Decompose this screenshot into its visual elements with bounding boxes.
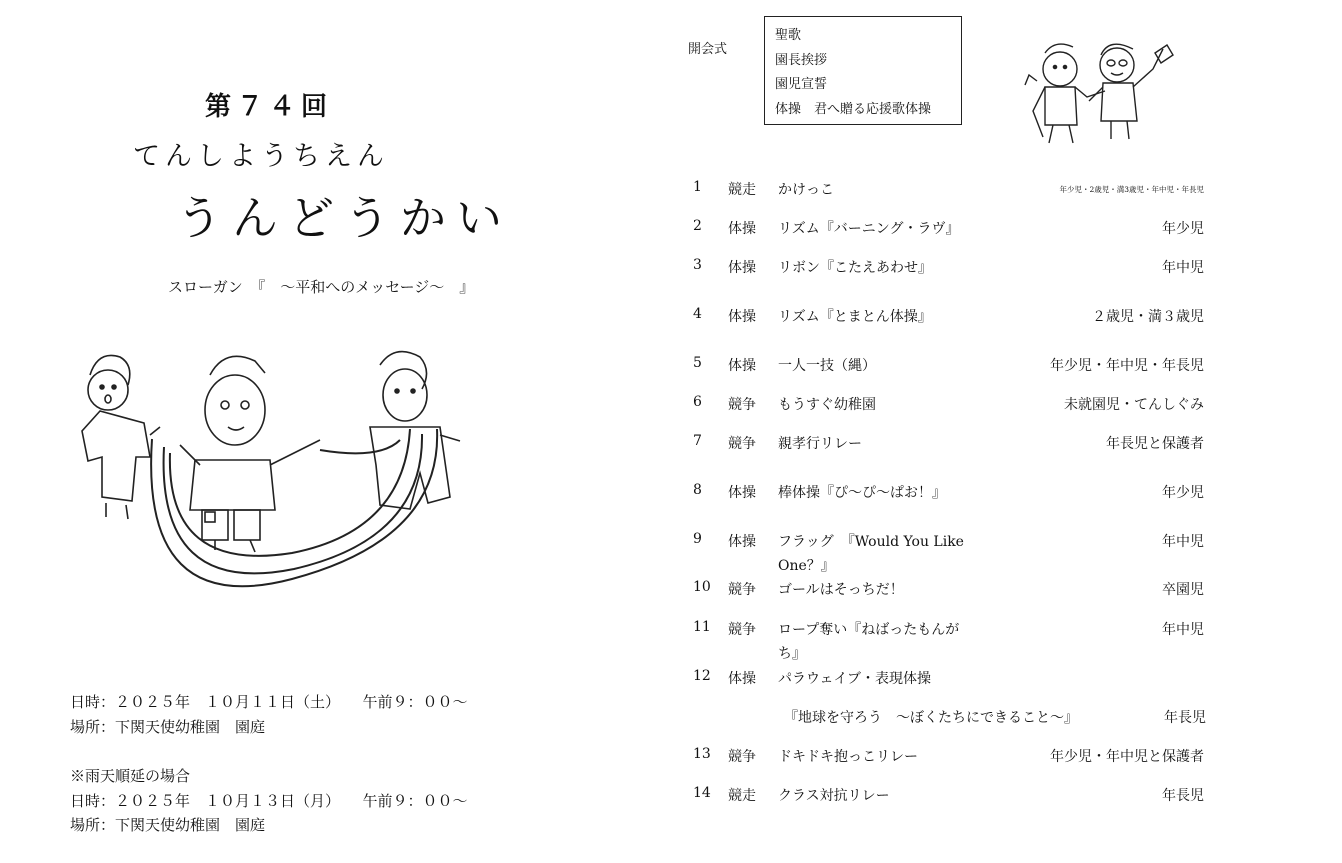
opening-ceremony-box: [764, 16, 962, 125]
program-participants: 年少児: [1162, 485, 1204, 501]
program-title: クラス対抗リレー: [778, 788, 890, 804]
program-participants: 年少児・年中児と保護者: [1050, 749, 1204, 765]
ceremony-item: 聖歌: [775, 28, 802, 43]
program-title-continued: One？』: [778, 558, 835, 574]
program-participants: ２歳児・満３歳児: [1092, 309, 1204, 325]
program-title: リズム『とまとん体操』: [778, 309, 932, 325]
program-type: 競争: [728, 622, 756, 638]
program-number: 8: [693, 482, 702, 498]
program-title: ゴールはそっちだ！: [778, 582, 904, 598]
program-participants: 年中児: [1162, 534, 1204, 550]
program-type: 競走: [728, 182, 756, 198]
program-title-continued: 『地球を守ろう ～ぼくたちにできること～』: [784, 710, 1078, 726]
kindergarten-name: てんしようちえん: [133, 141, 389, 172]
program-type: 体操: [728, 260, 756, 276]
program-title: ロープ奪い『ねばったもんが: [778, 622, 960, 638]
program-title: リズム『バーニング・ラヴ』: [778, 221, 960, 237]
program-type: 体操: [728, 534, 756, 550]
children-cheering-drawing: [1005, 25, 1197, 150]
program-type: 競走: [728, 788, 756, 804]
rain-date: 日時：２０２５年 １０月１３日（月） 午前９：００～: [70, 792, 468, 810]
program-title: 一人一技（縄）: [778, 358, 876, 374]
slogan: スローガン 『 ～平和へのメッセージ～ 』: [168, 278, 475, 296]
program-participants: 未就園児・てんしぐみ: [1064, 397, 1204, 413]
child-center-figure: [180, 356, 320, 552]
program-number: 9: [693, 531, 702, 547]
program-title-continued: ち』: [778, 646, 806, 662]
event-title: うんどうかい: [176, 191, 512, 245]
event-place: 場所：下関天使幼稚園 園庭: [70, 718, 266, 736]
program-participants: 年少児: [1162, 221, 1204, 237]
opening-ceremony-label: 開会式: [688, 42, 728, 57]
program-number: 2: [693, 218, 702, 234]
program-title: フラッグ 『Would You Like: [778, 534, 964, 550]
program-title: リボン『こたえあわせ』: [778, 260, 932, 276]
program-title: 親孝行リレー: [778, 436, 862, 452]
program-participants: 年中児: [1162, 622, 1204, 638]
child-left-figure: [82, 355, 160, 519]
ceremony-item: 体操 君へ贈る応援歌体操: [775, 101, 932, 117]
program-participants: 年長児: [1162, 788, 1204, 804]
program-title: かけっこ: [778, 182, 834, 198]
program-number: 1: [693, 179, 702, 195]
ceremony-item: 園長挨拶: [775, 52, 828, 68]
edition-title: 第７４回: [205, 92, 334, 122]
program-type: 競争: [728, 749, 756, 765]
program-type: 体操: [728, 671, 756, 687]
program-number: 3: [693, 257, 702, 273]
program-number: 7: [693, 433, 702, 449]
program-number: 11: [693, 619, 711, 635]
program-participants: 年長児: [1164, 710, 1206, 726]
program-participants: 年少児・2歳児・満3歳児・年中児・年長児: [1059, 185, 1204, 194]
rain-place: 場所：下関天使幼稚園 園庭: [70, 816, 266, 834]
program-number: 4: [693, 306, 702, 322]
program-number: 14: [693, 785, 711, 801]
program-type: 体操: [728, 358, 756, 374]
ceremony-item: 園児宣誓: [775, 77, 828, 92]
program-number: 10: [693, 579, 711, 595]
program-type: 競争: [728, 397, 756, 413]
program-title: もうすぐ幼稚園: [778, 397, 876, 413]
program-title: 棒体操『ぴ～ぴ～ぱお！』: [778, 485, 946, 501]
program-type: 体操: [728, 485, 756, 501]
program-participants: 年長児と保護者: [1106, 436, 1204, 452]
program-participants: 年少児・年中児・年長児: [1050, 358, 1204, 374]
children-jump-rope-drawing: [70, 335, 480, 607]
program-number: 13: [693, 746, 711, 762]
program-participants: 年中児: [1162, 260, 1204, 276]
program-number: 12: [693, 668, 711, 684]
program-type: 競争: [728, 436, 756, 452]
program-type: 競争: [728, 582, 756, 598]
child-right-figure: [370, 352, 460, 509]
program-title: パラウェイブ・表現体操: [778, 671, 932, 687]
program-number: 6: [693, 394, 702, 410]
program-participants: 卒園児: [1162, 582, 1204, 598]
program-type: 体操: [728, 309, 756, 325]
event-date: 日時：２０２５年 １０月１１日（土） 午前９：００～: [70, 693, 468, 711]
program-type: 体操: [728, 221, 756, 237]
program-title: ドキドキ抱っこリレー: [778, 749, 918, 765]
program-number: 5: [693, 355, 702, 371]
child-left-figure: [1025, 44, 1105, 143]
rain-note: ※雨天順延の場合: [70, 767, 191, 785]
